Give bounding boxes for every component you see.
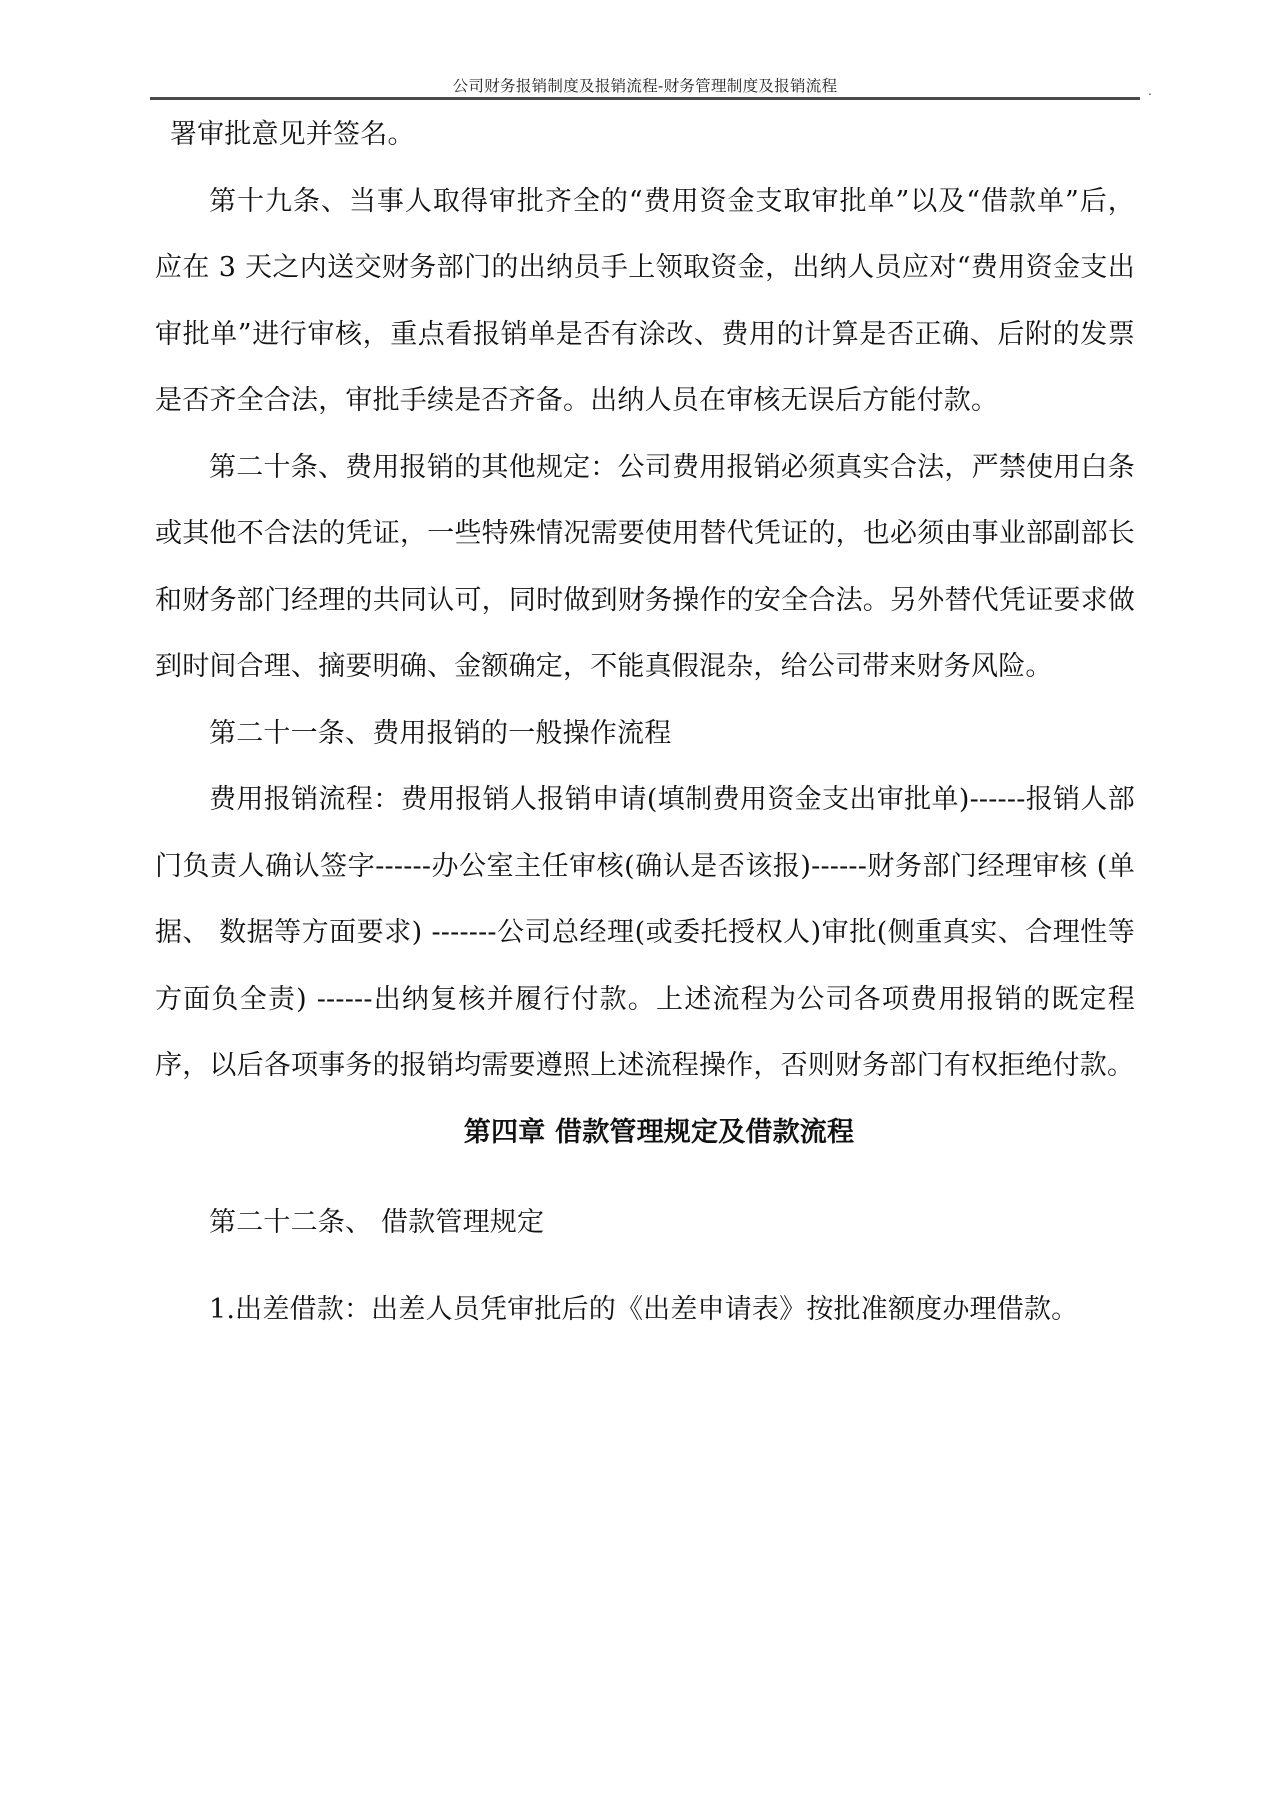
header-dot: . [1148, 84, 1152, 98]
header-title: 公司财务报销制度及报销流程-财务管理制度及报销流程 [452, 77, 838, 95]
chapter-heading: 第四章 借款管理规定及借款流程 [463, 1116, 855, 1148]
article-21-title: 第二十一条、费用报销的一般操作流程 [209, 717, 672, 749]
article-20: 第二十条、费用报销的其他规定：公司费用报销必须真实合法，严禁使用白条或其他不合法的凭证，一些特殊情况需要使用替代凭证的，也必须由事业部副部长和财务部门经理的共同认可，同时做到财务操作的安全合法。另外替代凭证要求做到时间合理、摘要明确、金额确定，不能真假混杂，给公司带来财务风险。 [155, 451, 1135, 682]
travel-loan-item: 1.出差借款：出差人员凭审批后的《出差申请表》按批准额度办理借款。 [209, 1293, 1079, 1325]
article-19: 第十九条、当事人取得审批齐全的“费用资金支取审批单”以及“借款单”后，应在 3 天之内送交财务部门的出纳员手上领取资金，出纳人员应对“费用资金支出审批单”进行审核，重点看报销单是否有涂改、费用的计算是否正确、后附的发票是否齐全合法，审批手续是否齐备。出纳人员在审核无误后方能付款。 [155, 185, 1135, 416]
paragraph-continuation: 署审批意见并签名。 [169, 119, 415, 150]
document-body [155, 102, 1135, 1343]
header-rule [150, 97, 1140, 100]
reimbursement-flow: 费用报销流程：费用报销人报销申请(填制费用资金支出审批单)------报销人部门负责人确认签字------办公室主任审核(确认是否该报)------财务部门经理审核 (单据、 数据等方面要求) -------公司总经理(或委托授权人)审批(侧重真实、合理性等方面负全责) ------出纳复核并履行付款。上述流程为公司各项费用报销的既定程序，以后各项事务的报销均需要遵照上述流程操作，否则财务部门有权拒绝付款。 [155, 784, 1135, 1081]
page-header [150, 76, 1140, 98]
article-22-title: 第二十二条、 借款管理规定 [209, 1207, 545, 1238]
